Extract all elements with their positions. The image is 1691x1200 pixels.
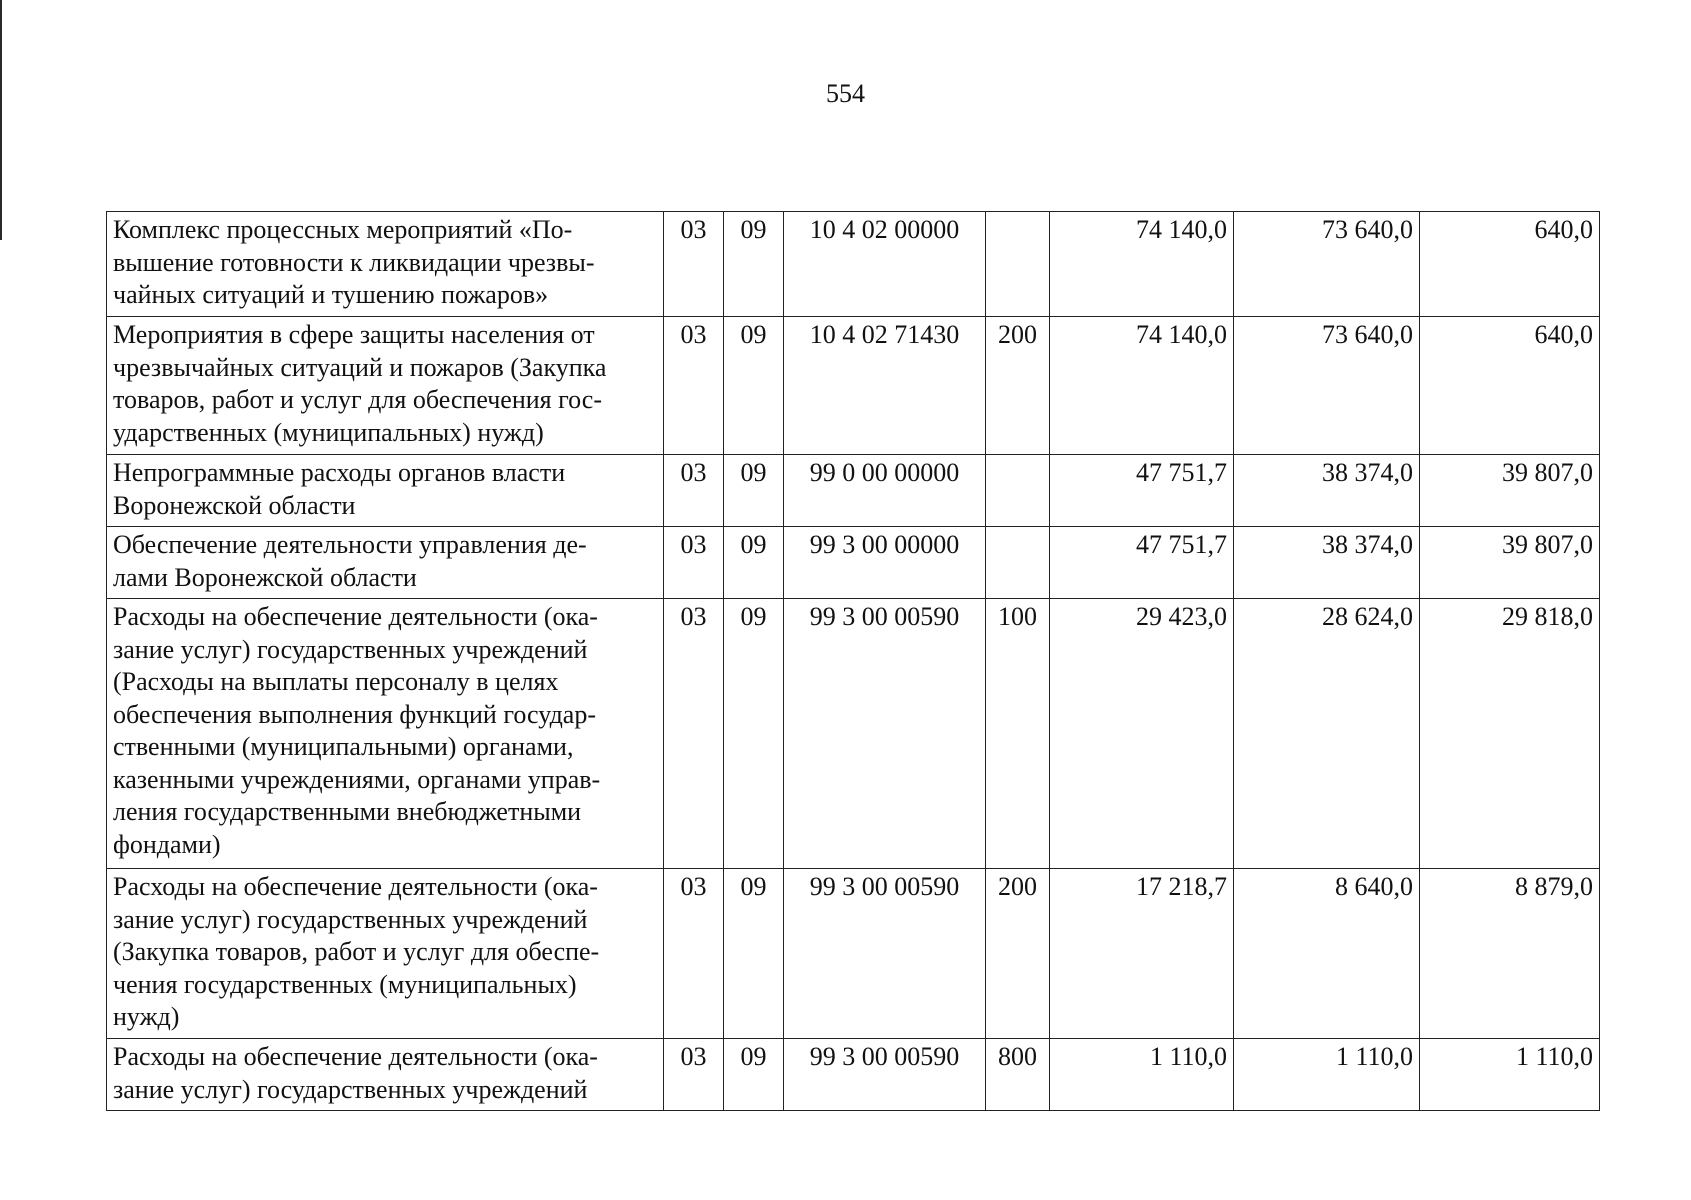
target-article-cell: 99 3 00 00000: [784, 527, 986, 599]
amount-year3-cell: 640,0: [1420, 317, 1600, 455]
section-code-cell: 03: [664, 527, 724, 599]
section-code-cell: 03: [664, 599, 724, 869]
expense-type-cell: 200: [986, 317, 1050, 455]
budget-table: [106, 211, 1600, 1111]
subsection-code-cell: 09: [724, 599, 784, 869]
amount-year1-cell: 1 110,0: [1050, 1039, 1234, 1111]
amount-year2-cell: 8 640,0: [1234, 869, 1420, 1039]
target-article-cell: 99 3 00 00590: [784, 599, 986, 869]
target-article-cell: 10 4 02 00000: [784, 212, 986, 317]
expense-type-cell: [986, 527, 1050, 599]
section-code-cell: 03: [664, 317, 724, 455]
expense-name-cell: Расходы на обеспечение деятельности (ока- зание услуг) государственных учреждений (Закупка товаров, работ и услуг для обеспе- чения государственных (муниципальных) нужд): [107, 869, 664, 1039]
target-article-cell: 99 0 00 00000: [784, 455, 986, 527]
target-article-cell: 99 3 00 00590: [784, 869, 986, 1039]
amount-year2-cell: 73 640,0: [1234, 317, 1420, 455]
table-body: [107, 212, 1600, 1111]
expense-type-cell: [986, 455, 1050, 527]
amount-year3-cell: 1 110,0: [1420, 1039, 1600, 1111]
table-row: [107, 455, 1600, 527]
amount-year3-cell: 39 807,0: [1420, 455, 1600, 527]
section-code-cell: 03: [664, 212, 724, 317]
expense-name-cell: Расходы на обеспечение деятельности (ока- зание услуг) государственных учреждений (Расходы на выплаты персоналу в целях обеспечения выполнения функций государ- ственными (муниципальными) органами, казенными учреждениями, органами управ- ления государственными внебюджетными фондами): [107, 599, 664, 869]
page-number: 554: [826, 79, 865, 108]
amount-year2-cell: 28 624,0: [1234, 599, 1420, 869]
amount-year1-cell: 29 423,0: [1050, 599, 1234, 869]
amount-year1-cell: 47 751,7: [1050, 455, 1234, 527]
expense-type-cell: 100: [986, 599, 1050, 869]
subsection-code-cell: 09: [724, 869, 784, 1039]
subsection-code-cell: 09: [724, 317, 784, 455]
amount-year1-cell: 17 218,7: [1050, 869, 1234, 1039]
subsection-code-cell: 09: [724, 212, 784, 317]
subsection-code-cell: 09: [724, 527, 784, 599]
target-article-cell: 10 4 02 71430: [784, 317, 986, 455]
amount-year3-cell: 29 818,0: [1420, 599, 1600, 869]
amount-year3-cell: 640,0: [1420, 212, 1600, 317]
expense-name-cell: Непрограммные расходы органов власти Воронежской области: [107, 455, 664, 527]
section-code-cell: 03: [664, 1039, 724, 1111]
expense-type-cell: 200: [986, 869, 1050, 1039]
table-row: [107, 317, 1600, 455]
expense-name-cell: Расходы на обеспечение деятельности (ока- зание услуг) государственных учреждений: [107, 1039, 664, 1111]
expense-name-cell: Комплекс процессных мероприятий «По- вышение готовности к ликвидации чрезвы- чайных ситуаций и тушению пожаров»: [107, 212, 664, 317]
table-row: [107, 527, 1600, 599]
expense-type-cell: 800: [986, 1039, 1050, 1111]
target-article-cell: 99 3 00 00590: [784, 1039, 986, 1111]
subsection-code-cell: 09: [724, 455, 784, 527]
table-row: [107, 869, 1600, 1039]
section-code-cell: 03: [664, 869, 724, 1039]
expense-name-cell: Мероприятия в сфере защиты населения от чрезвычайных ситуаций и пожаров (Закупка товаров, работ и услуг для обеспечения гос- ударственных (муниципальных) нужд): [107, 317, 664, 455]
table-row: [107, 1039, 1600, 1111]
amount-year2-cell: 38 374,0: [1234, 455, 1420, 527]
amount-year2-cell: 1 110,0: [1234, 1039, 1420, 1111]
amount-year3-cell: 39 807,0: [1420, 527, 1600, 599]
section-code-cell: 03: [664, 455, 724, 527]
table-row: [107, 599, 1600, 869]
amount-year1-cell: 74 140,0: [1050, 212, 1234, 317]
subsection-code-cell: 09: [724, 1039, 784, 1111]
table-row: [107, 212, 1600, 317]
amount-year1-cell: 47 751,7: [1050, 527, 1234, 599]
amount-year2-cell: 73 640,0: [1234, 212, 1420, 317]
amount-year3-cell: 8 879,0: [1420, 869, 1600, 1039]
scan-edge-mark: [0, 0, 2, 240]
expense-type-cell: [986, 212, 1050, 317]
amount-year2-cell: 38 374,0: [1234, 527, 1420, 599]
amount-year1-cell: 74 140,0: [1050, 317, 1234, 455]
expense-name-cell: Обеспечение деятельности управления де- лами Воронежской области: [107, 527, 664, 599]
